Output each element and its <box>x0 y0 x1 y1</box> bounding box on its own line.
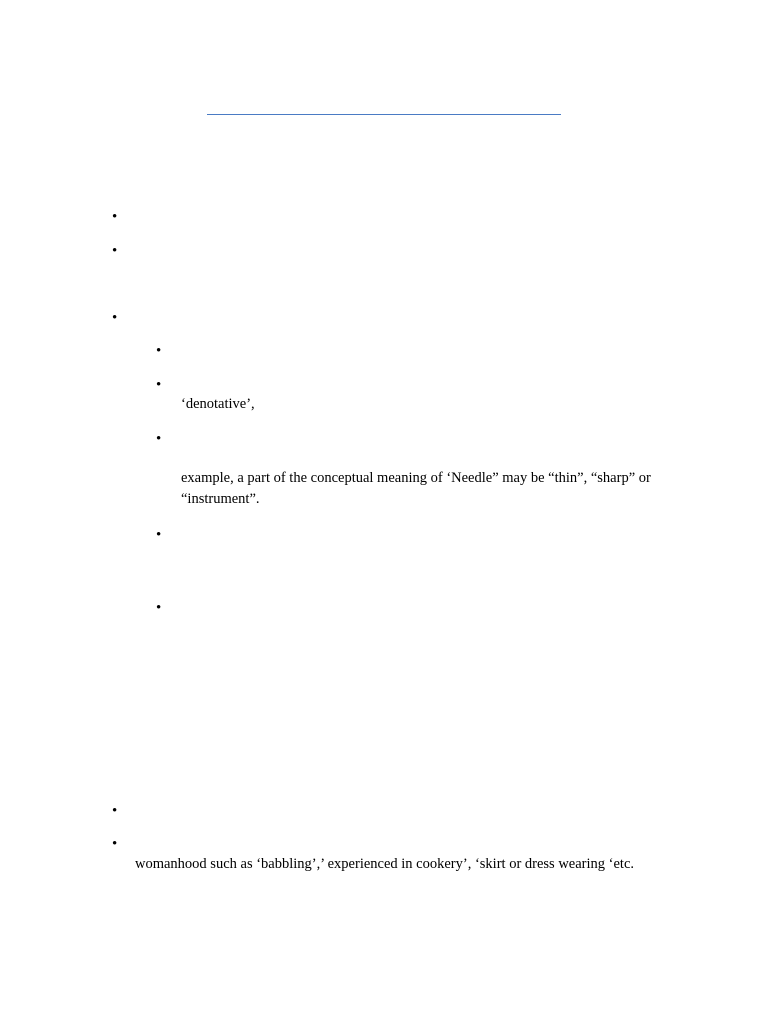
bullet-1: • <box>112 209 118 225</box>
bullet-5: • <box>112 836 118 852</box>
title-underline <box>207 114 561 115</box>
bullet-4: • <box>112 803 118 819</box>
denotative-text: ‘denotative’, <box>181 396 255 412</box>
needle-example-line-2: “instrument”. <box>181 491 260 507</box>
sub-bullet-2: • <box>156 377 162 393</box>
sub-bullet-4: • <box>156 527 162 543</box>
needle-example-line-1: example, a part of the conceptual meaning of ‘Needle” may be “thin”, “sharp” or <box>181 470 651 486</box>
womanhood-text: womanhood such as ‘babbling’,’ experienced in cookery’, ‘skirt or dress wearing ‘etc. <box>135 856 635 872</box>
bullet-3: • <box>112 310 118 326</box>
sub-bullet-3: • <box>156 431 162 447</box>
sub-bullet-1: • <box>156 343 162 359</box>
bullet-2: • <box>112 243 118 259</box>
sub-bullet-5: • <box>156 600 162 616</box>
